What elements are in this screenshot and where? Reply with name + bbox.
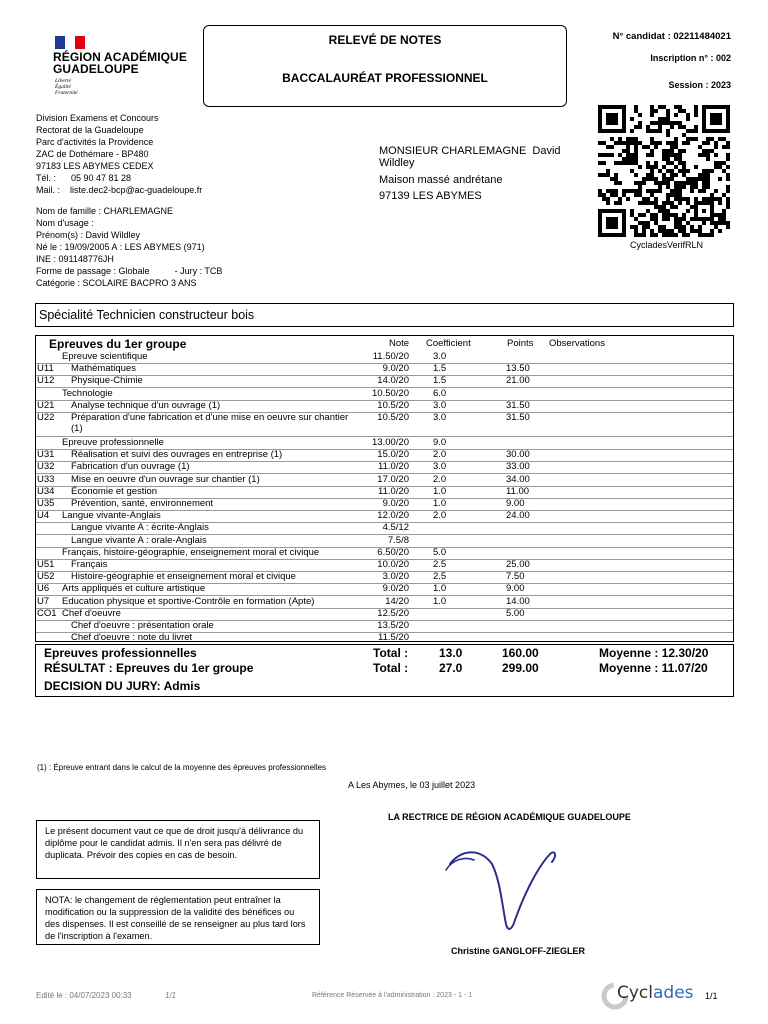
row-code: U35 — [37, 498, 55, 509]
edition-date: Edité le : 04/07/2023 00:33 — [36, 991, 132, 1000]
row-note: 10.0/20 — [377, 559, 409, 570]
row-note: 10.5/20 — [377, 412, 409, 423]
row-label: Langue vivante A : écrite-Anglais — [71, 522, 209, 534]
candidate-number: N° candidat : 02211484021 — [612, 31, 731, 42]
row-coefficient: 2.5 — [433, 571, 447, 583]
row-label: Fabrication d'un ouvrage (1) — [71, 461, 190, 473]
row-label: Histoire-géographie et enseignement moral et civique — [71, 571, 296, 583]
row-note: 11.0/20 — [378, 485, 409, 497]
sender-line: Parc d'activités la Providence — [36, 137, 154, 147]
republic-motto — [55, 78, 78, 96]
col-observations: Observations — [549, 338, 605, 349]
sender-line: 97183 LES ABYMES CEDEX — [36, 161, 154, 171]
notice-regulation: NOTA: le changement de réglementation peut entraîner la modification ou la suppression de la validité des bénéfices ou des dispenses. Il est conseillé de se renseigner au plus tard lors de l'inscription à l'examen. — [36, 889, 320, 945]
identity-line: Nom d'usage : — [36, 218, 94, 228]
table-row — [36, 608, 733, 621]
row-note: 3.0/20 — [382, 571, 409, 583]
row-coefficient: 1.0 — [433, 583, 447, 595]
row-coefficient: 2.5 — [433, 559, 447, 570]
qr-code-icon — [598, 105, 730, 237]
row-points: 33.00 — [506, 461, 530, 473]
row-note: 17.0/20 — [377, 473, 409, 485]
row-label: Langue vivante A : orale-Anglais — [71, 534, 207, 546]
table-row — [36, 486, 733, 499]
row-code: U4 — [37, 510, 50, 522]
row-code: U12 — [37, 375, 55, 387]
row-label: Mathématiques — [71, 363, 136, 375]
identity-line: Catégorie : SCOLAIRE BACPRO 3 ANS — [36, 278, 197, 288]
group-heading: Epreuves du 1er groupe — [49, 337, 187, 351]
row-points: 24.00 — [506, 510, 530, 522]
identity-line: Forme de passage : Globale - Jury : TCB — [36, 266, 223, 276]
sender-mail: Mail. : liste.dec2-bcp@ac-guadeloupe.fr — [36, 185, 203, 195]
speciality: Spécialité Technicien constructeur bois — [35, 303, 734, 327]
row-coefficient: 5.0 — [433, 546, 447, 558]
table-row — [36, 351, 733, 364]
row-code: U31 — [37, 449, 55, 461]
results-box — [35, 644, 734, 697]
row-points: 13.50 — [506, 363, 530, 375]
row-note: 10.5/20 — [377, 399, 409, 411]
row-note: 11.0/20 — [378, 461, 409, 473]
row-label: Réalisation et suivi des ouvrages en entreprise (1) — [71, 449, 283, 461]
row-points: 31.50 — [506, 412, 530, 423]
signature-icon — [440, 842, 580, 937]
row-points: 34.00 — [506, 473, 530, 485]
row-label: Epreuve professionnelle — [62, 437, 164, 448]
row-label: Préparation d'une fabrication et d'une mise en oeuvre sur chantier (1) — [71, 412, 349, 434]
row-coefficient: 2.0 — [433, 473, 447, 485]
table-row — [36, 461, 733, 474]
result-prof-label: Epreuves professionnelles — [44, 646, 197, 660]
table-row — [36, 449, 733, 462]
row-coefficient: 9.0 — [433, 437, 447, 448]
row-label: Mise en oeuvre d'un ouvrage sur chantier (1) — [71, 473, 260, 485]
row-points: 25.00 — [506, 559, 530, 570]
row-coefficient: 6.0 — [433, 387, 447, 399]
row-code: U6 — [37, 583, 50, 595]
table-row — [36, 547, 733, 560]
identity-line: Prénom(s) : David Wildley — [36, 230, 141, 240]
result-group-coef: 27.0 — [439, 661, 463, 675]
row-note: 10.50/20 — [372, 387, 409, 399]
row-coefficient: 1.0 — [433, 498, 447, 509]
table-row — [36, 522, 733, 535]
table-row — [36, 437, 733, 450]
recipient-line: Maison massé andrétane — [379, 174, 503, 186]
row-note: 12.0/20 — [377, 510, 409, 522]
jury-decision: DECISION DU JURY: Admis — [44, 679, 201, 693]
inscription-number: Inscription n° : 002 — [650, 53, 731, 63]
sender-address — [36, 112, 202, 196]
result-group-label: RÉSULTAT : Epreuves du 1er groupe — [44, 661, 254, 675]
row-note: 13.00/20 — [372, 437, 409, 448]
sender-line: Rectorat de la Guadeloupe — [36, 125, 144, 135]
grades-table — [35, 335, 734, 642]
row-label: Analyse technique d'un ouvrage (1) — [71, 399, 221, 411]
table-row — [36, 620, 733, 633]
sender-phone: Tél. : 05 90 47 81 28 — [36, 173, 132, 183]
signatory-name: Christine GANGLOFF-ZIEGLER — [451, 946, 585, 956]
row-code: U32 — [37, 461, 55, 473]
row-points: 5.00 — [506, 607, 525, 619]
marianne-flag-icon — [55, 36, 85, 49]
table-row — [36, 375, 733, 388]
row-label: Économie et gestion — [71, 485, 158, 497]
row-note: 13.5/20 — [377, 620, 409, 631]
row-note: 4.5/12 — [382, 522, 409, 534]
row-note: 12.5/20 — [377, 607, 409, 619]
logo-line1: RÉGION ACADÉMIQUE — [53, 50, 187, 64]
table-row — [36, 498, 733, 511]
identity-line: Né le : 19/09/2005 A : LES ABYMES (971) — [36, 242, 205, 252]
motto-fraternite: Fraternité — [55, 90, 78, 96]
table-row — [36, 583, 733, 596]
document-title: RELEVÉ DE NOTES — [328, 33, 442, 47]
page-counter-small: 1/1 — [165, 991, 177, 1000]
result-group-total: Total : — [373, 661, 409, 675]
result-group-points: 299.00 — [502, 661, 539, 675]
row-note: 9.0/20 — [382, 363, 409, 375]
recipient-line: Wildley — [379, 157, 415, 169]
result-prof-average: Moyenne : 12.30/20 — [599, 646, 709, 660]
table-row — [36, 510, 733, 523]
session: Session : 2023 — [668, 80, 731, 90]
row-coefficient: 3.0 — [433, 351, 447, 362]
qr-label: CycladesVerifRLN — [630, 240, 704, 250]
result-group-average: Moyenne : 11.07/20 — [599, 661, 708, 675]
table-row — [36, 559, 733, 572]
table-row — [36, 474, 733, 487]
row-code: U21 — [37, 399, 55, 411]
row-note: 14.0/20 — [377, 375, 409, 387]
recipient-address — [379, 145, 561, 202]
cyclades-brand — [617, 983, 694, 1003]
recipient-line: MONSIEUR CHARLEMAGNE David — [379, 145, 561, 157]
row-coefficient: 3.0 — [433, 412, 447, 423]
row-points: 31.50 — [506, 399, 530, 411]
table-row — [36, 363, 733, 376]
row-note: 11.50/20 — [372, 351, 409, 362]
document-subtitle: BACCALAURÉAT PROFESSIONNEL — [282, 71, 488, 85]
row-note: 6.50/20 — [377, 546, 409, 558]
table-row — [36, 571, 733, 584]
motto-egalite: Égalité — [55, 84, 71, 90]
notice-validity: Le présent document vaut ce que de droit jusqu'à délivrance du diplôme pour le candidat admis. Il n'en sera pas délivré de duplicata. Prévoir des copies en cas de besoin. — [36, 820, 320, 879]
sender-line: Division Examens et Concours — [36, 113, 159, 123]
identity-line: Nom de famille : CHARLEMAGNE — [36, 206, 174, 216]
row-label: Physique-Chimie — [71, 375, 143, 387]
row-points: 30.00 — [506, 449, 530, 461]
row-coefficient: 1.0 — [433, 485, 447, 497]
row-label: Français, histoire-géographie, enseignement moral et civique — [62, 546, 320, 558]
row-points: 11.00 — [506, 485, 530, 497]
row-label: Chef d'oeuvre : présentation orale — [71, 620, 214, 631]
table-row — [36, 412, 733, 437]
row-coefficient: 2.0 — [433, 510, 447, 522]
row-code: U22 — [37, 412, 55, 423]
result-prof-points: 160.00 — [502, 646, 539, 660]
row-coefficient: 1.5 — [433, 375, 447, 387]
identity-line: INE : 091148776JH — [36, 254, 114, 264]
brand-ades: ades — [653, 983, 694, 1003]
result-prof-coef: 13.0 — [439, 646, 463, 660]
table-row — [36, 388, 733, 401]
table-row — [36, 535, 733, 548]
row-label: Epreuve scientifique — [62, 351, 148, 362]
row-code: U51 — [37, 559, 55, 570]
row-points: 9.00 — [506, 583, 525, 595]
col-points: Points — [507, 338, 534, 349]
row-note: 11.5/20 — [378, 632, 409, 644]
result-prof-total: Total : — [373, 646, 409, 660]
signatory-title: LA RECTRICE DE RÉGION ACADÉMIQUE GUADELOUPE — [388, 812, 631, 822]
admin-reference: Référence Réservée à l'administration : 2023 - 1 - 1 — [312, 992, 473, 999]
place-date: A Les Abymes, le 03 juillet 2023 — [348, 780, 476, 790]
row-points: 7.50 — [506, 571, 525, 583]
page-counter: 1/1 — [705, 991, 718, 1001]
row-code: U11 — [37, 363, 54, 375]
recipient-line: 97139 LES ABYMES — [379, 190, 482, 202]
row-points: 14.00 — [506, 595, 530, 607]
table-row — [36, 596, 733, 609]
row-coefficient: 3.0 — [433, 399, 447, 411]
row-coefficient: 1.5 — [433, 363, 447, 375]
row-code: CO1 — [37, 607, 57, 619]
row-label: Chef d'oeuvre : note du livret — [71, 632, 193, 644]
row-note: 15.0/20 — [377, 449, 409, 461]
table-row — [36, 400, 733, 413]
motto-liberte: Liberté — [55, 78, 71, 84]
row-coefficient: 1.0 — [433, 595, 447, 607]
row-coefficient: 2.0 — [433, 449, 447, 461]
sender-line: ZAC de Dothémare - BP480 — [36, 149, 149, 159]
footnote: (1) : Épreuve entrant dans le calcul de la moyenne des épreuves professionnelles — [37, 763, 327, 772]
row-label: Education physique et sportive-Contrôle en formation (Apte) — [62, 595, 315, 607]
candidate-identity — [36, 205, 222, 289]
logo-line2: GUADELOUPE — [53, 62, 139, 76]
table-header — [36, 336, 733, 350]
row-code: U52 — [37, 571, 55, 583]
row-code: U34 — [37, 485, 55, 497]
row-label: Technologie — [62, 387, 113, 399]
row-note: 9.0/20 — [382, 498, 409, 509]
col-note: Note — [389, 338, 410, 349]
academic-region-logo — [53, 51, 187, 75]
row-code: U7 — [37, 595, 50, 607]
row-points: 9.00 — [506, 498, 525, 509]
row-label: Français — [71, 559, 108, 570]
row-coefficient: 3.0 — [433, 461, 447, 473]
row-note: 9.0/20 — [382, 583, 409, 595]
row-label: Langue vivante-Anglais — [62, 510, 161, 522]
row-note: 14/20 — [385, 595, 409, 607]
row-label: Chef d'oeuvre — [62, 607, 121, 619]
col-coef: Coefficient — [426, 338, 471, 349]
document-title-box — [203, 25, 567, 107]
brand-cycl: Cycl — [617, 983, 654, 1003]
row-points: 21.00 — [506, 375, 530, 387]
row-label: Prévention, santé, environnement — [71, 498, 214, 509]
row-note: 7.5/8 — [387, 534, 409, 546]
row-code: U33 — [37, 473, 55, 485]
row-label: Arts appliqués et culture artistique — [62, 583, 206, 595]
